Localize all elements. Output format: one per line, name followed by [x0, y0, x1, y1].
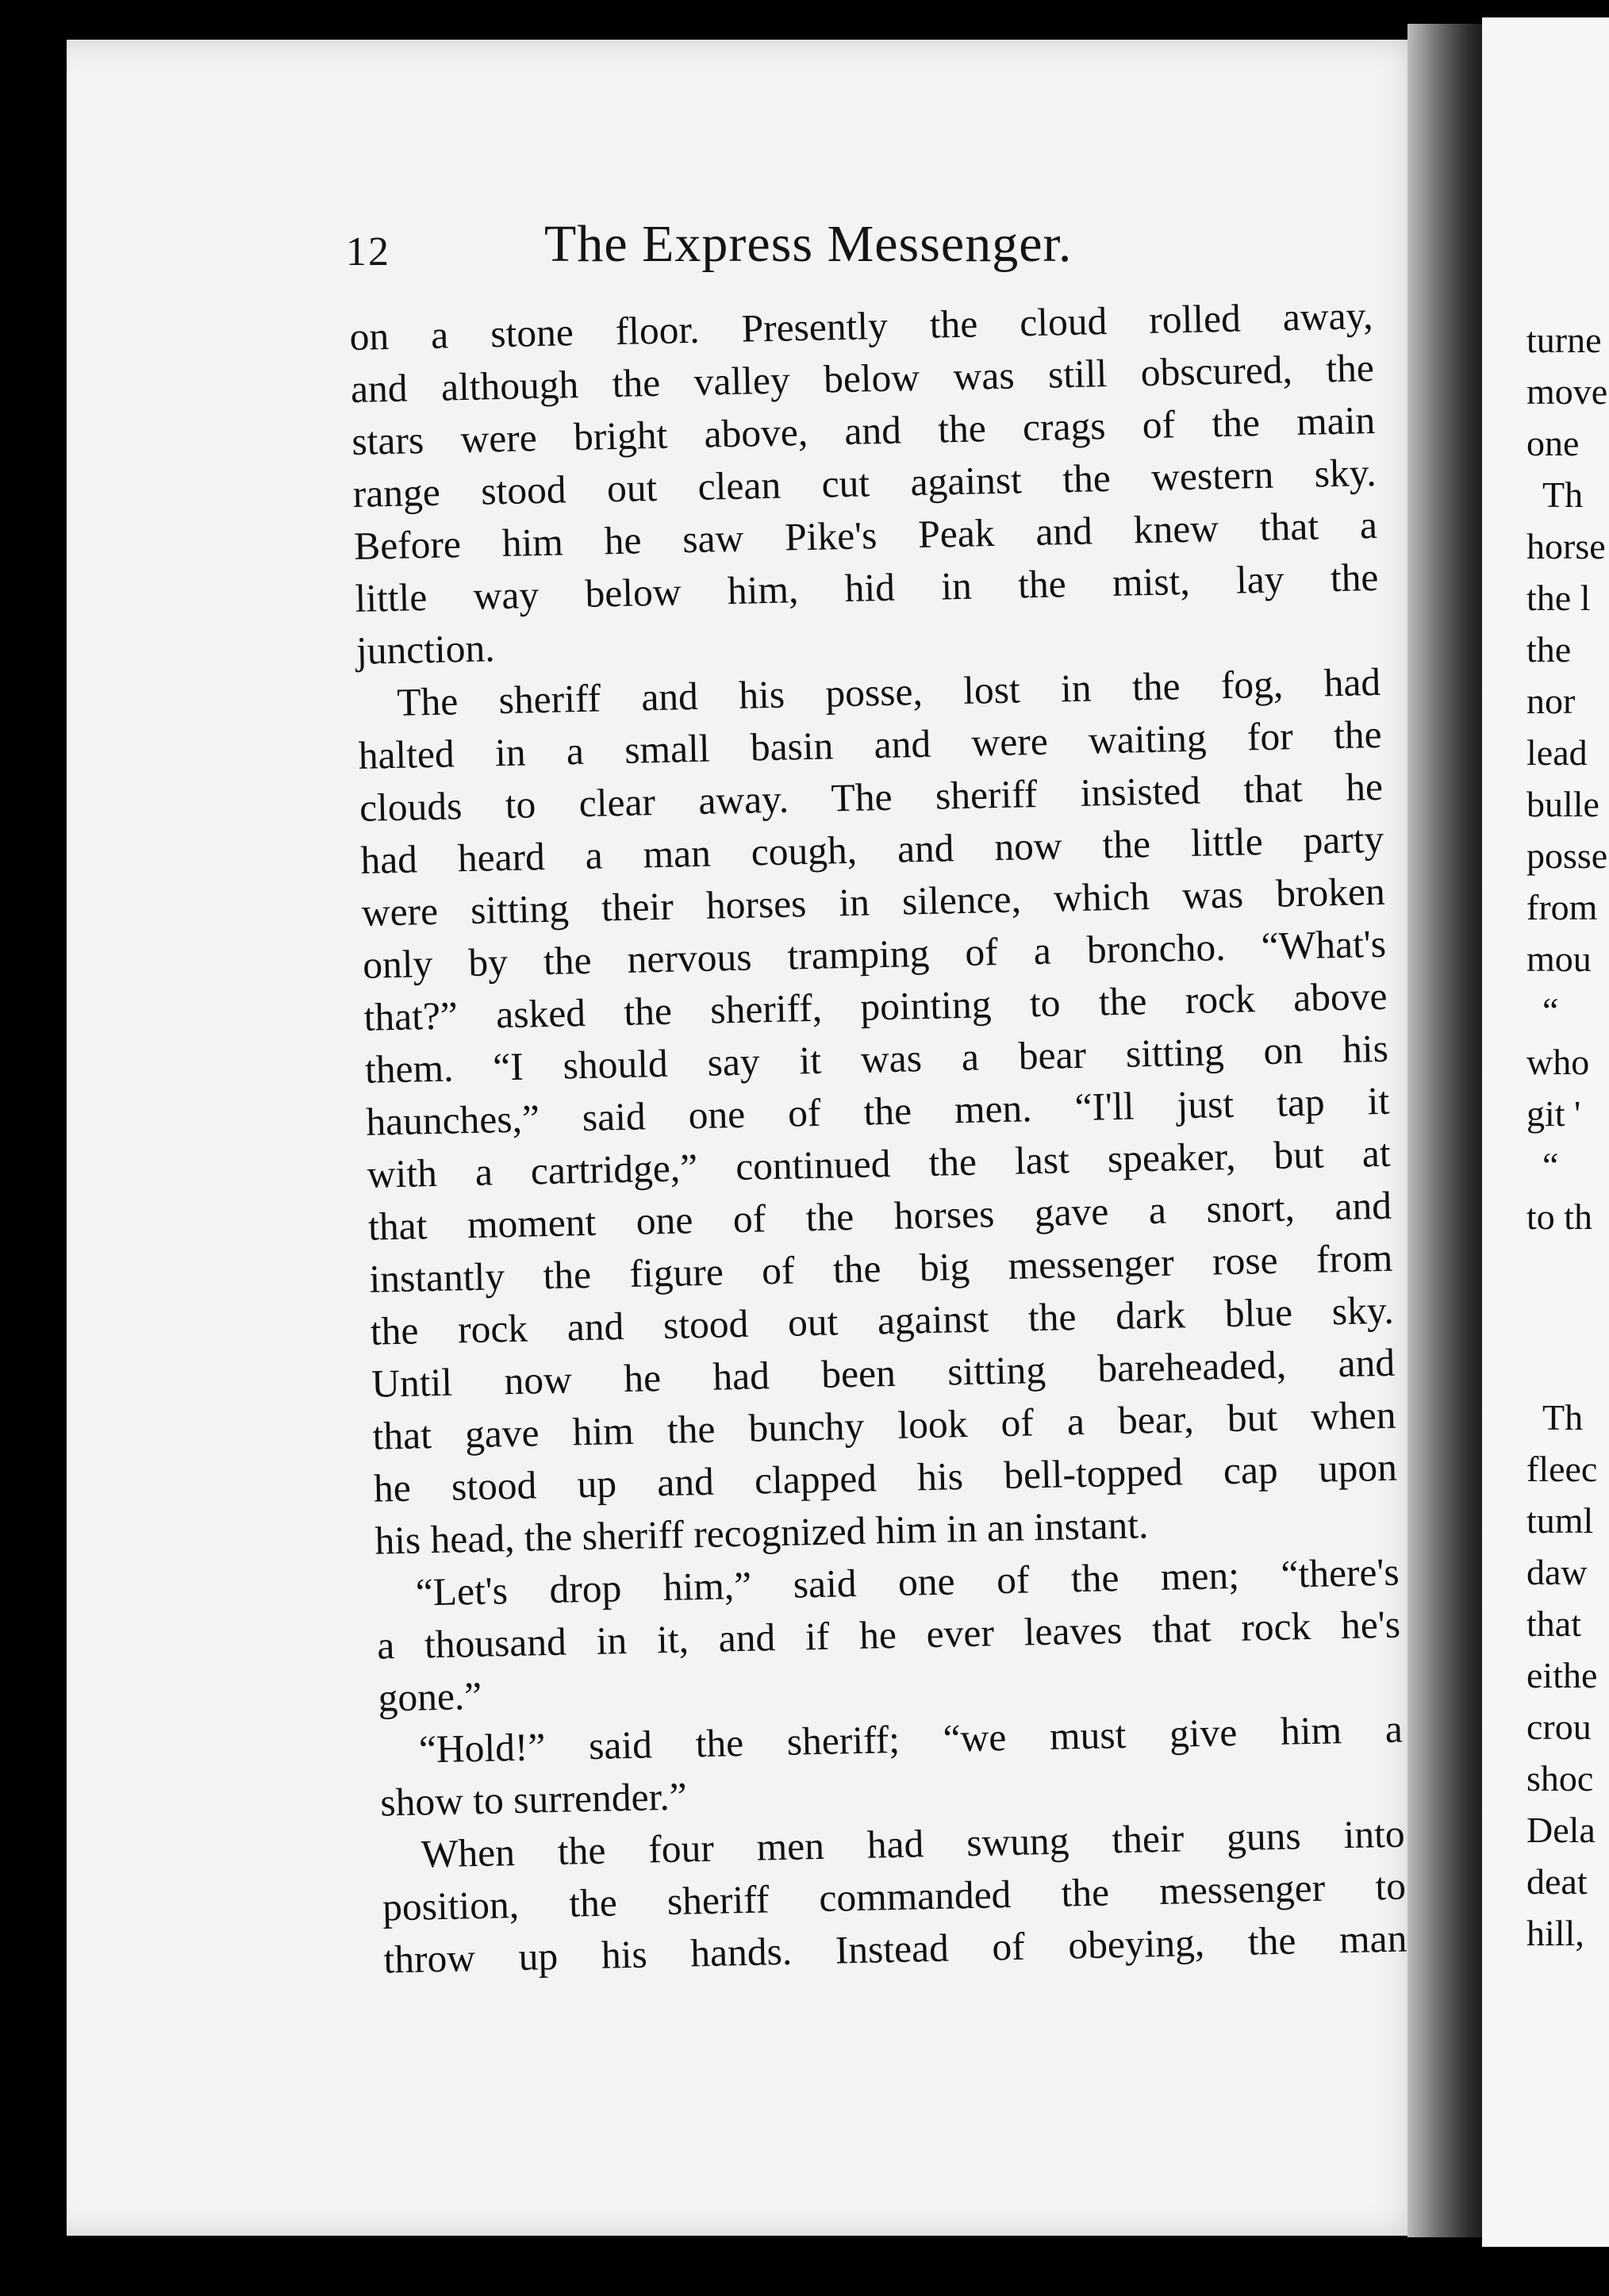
- text-line: that?” asked the sheriff, pointing to the rock above: [363, 973, 1388, 1039]
- text-line: throw up his hands. Instead of obeying, the man: [382, 1916, 1407, 1982]
- text-line: junction.: [355, 626, 496, 673]
- text-line: instantly the figure of the big messenger rose from: [368, 1235, 1393, 1301]
- text-fragment: that: [1526, 1603, 1581, 1644]
- page-number: 12: [346, 229, 390, 275]
- text-line: The sheriff and his posse, lost in the fog, had: [396, 659, 1381, 724]
- text-fragment: one: [1526, 423, 1580, 463]
- text-line: little way below him, hid in the mist, lay the: [355, 555, 1379, 620]
- text-fragment: Dela: [1526, 1810, 1596, 1850]
- text-fragment: the: [1526, 629, 1572, 670]
- text-line: position, the sheriff commanded the messenger to: [382, 1864, 1407, 1929]
- text-fragment: who: [1526, 1042, 1590, 1082]
- page-header: [346, 214, 1346, 286]
- text-line: that gave him the bunchy look of a bear, but when: [372, 1392, 1396, 1458]
- text-line: show to surrender.”: [379, 1774, 688, 1825]
- text-line: were sitting their horses in silence, which was broken: [361, 869, 1386, 935]
- text-fragment: horse: [1526, 526, 1606, 566]
- text-fragment: crou: [1526, 1707, 1592, 1747]
- text-line: and although the valley below was still obscured, the: [350, 345, 1375, 411]
- text-fragment: daw: [1526, 1552, 1588, 1592]
- text-fragment: hill,: [1526, 1913, 1584, 1953]
- text-fragment: shoc: [1526, 1758, 1594, 1799]
- text-line: gone.”: [378, 1673, 482, 1720]
- text-line: When the four men had swung their guns into: [420, 1811, 1406, 1876]
- text-line: “Hold!” said the sheriff; “we must give him a: [418, 1707, 1404, 1772]
- text-fragment: move: [1526, 371, 1608, 412]
- text-fragment: bulle: [1526, 784, 1599, 824]
- text-line: Until now he had been sitting bareheaded, and: [371, 1340, 1396, 1406]
- text-fragment: “: [1542, 1145, 1559, 1185]
- text-fragment: from: [1526, 887, 1598, 927]
- text-fragment: Th: [1542, 474, 1584, 515]
- text-fragment: “: [1542, 990, 1559, 1031]
- text-fragment: lead: [1526, 732, 1588, 773]
- text-line: had heard a man cough, and now the little party: [359, 816, 1384, 882]
- text-fragment: to th: [1526, 1196, 1593, 1237]
- text-line: “Let's drop him,” said one of the men; “there's: [415, 1549, 1400, 1614]
- text-line: haunches,” said one of the men. “I'll just tap it: [365, 1078, 1390, 1144]
- text-fragment: git ': [1526, 1093, 1581, 1134]
- text-fragment: nor: [1526, 681, 1576, 721]
- text-line: stars were bright above, and the crags of the main: [351, 397, 1376, 463]
- text-line: range stood out clean cut against the western sky.: [352, 450, 1377, 516]
- text-fragment: fleec: [1526, 1449, 1598, 1489]
- text-fragment: Th: [1542, 1397, 1584, 1438]
- text-line: only by the nervous tramping of a broncho. “What's: [362, 921, 1387, 987]
- text-fragment: deat: [1526, 1861, 1588, 1902]
- text-fragment: mou: [1526, 939, 1592, 979]
- text-line: them. “I should say it was a bear sitting on his: [364, 1026, 1389, 1092]
- text-line: his head, the sheriff recognized him in an instant.: [374, 1503, 1149, 1563]
- text-fragment: posse: [1526, 835, 1608, 876]
- text-line: clouds to clear away. The sheriff insisted that he: [359, 764, 1384, 830]
- text-line: that moment one of the horses gave a snort, and: [367, 1183, 1392, 1249]
- text-fragment: eithe: [1526, 1655, 1598, 1695]
- text-line: Before him he saw Pike's Peak and knew that a: [353, 502, 1378, 568]
- running-title: The Express Messenger.: [544, 215, 1073, 273]
- text-line: the rock and stood out against the dark blue sky.: [370, 1288, 1395, 1353]
- text-line: a thousand in it, and if he ever leaves that rock he's: [376, 1602, 1401, 1668]
- body-text: [349, 290, 1407, 1987]
- text-fragment: tuml: [1526, 1500, 1594, 1541]
- text-line: halted in a small basin and were waiting for the: [358, 712, 1383, 777]
- text-fragment: the l: [1526, 578, 1591, 618]
- text-line: on a stone floor. Presently the cloud rolled away,: [349, 293, 1373, 359]
- text-fragment: turne: [1526, 320, 1602, 360]
- text-line: he stood up and clapped his bell-topped cap upon: [373, 1445, 1398, 1511]
- text-line: with a cartridge,” continued the last speaker, but at: [367, 1131, 1392, 1196]
